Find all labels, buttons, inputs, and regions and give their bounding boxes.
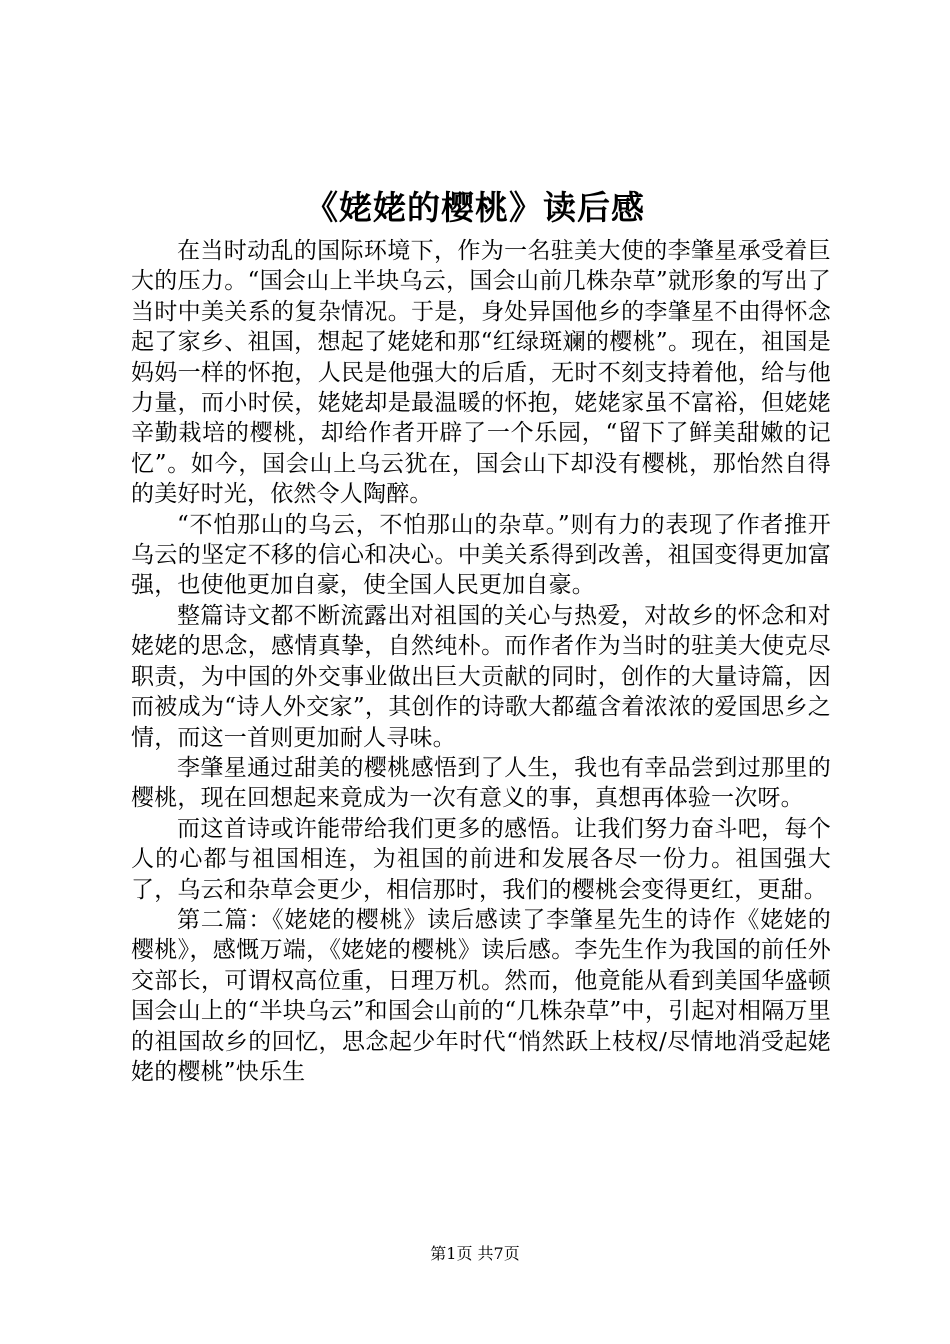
document-body	[131, 236, 831, 1087]
paragraph-5: 而这首诗或许能带给我们更多的感悟。让我们努力奋斗吧，每个人的心都与祖国相连，为祖国的前进和发展各尽一份力。祖国强大了，乌云和杂草会更少，相信那时，我们的樱桃会变得更红，更甜。	[131, 815, 831, 903]
page-number-footer: 第1页 共7页	[430, 1244, 520, 1263]
paragraph-2: “不怕那山的乌云，不怕那山的杂草。”则有力的表现了作者推开乌云的坚定不移的信心和决心。中美关系得到改善，祖国变得更加富强，也使他更加自豪，使全国人民更加自豪。	[131, 511, 831, 599]
paragraph-6: 第二篇：《姥姥的樱桃》读后感读了李肇星先生的诗作《姥姥的樱桃》，感慨万端，《姥姥的樱桃》读后感。李先生作为我国的前任外交部长，可谓权高位重，日理万机。然而，他竟能从看到美国华盛顿国会山上的“半块乌云”和国会山前的“几株杂草”中，引起对相隔万里的祖国故乡的回忆，思念起少年时代“悄然跃上枝杈/尽情地消受起姥姥的樱桃”快乐生	[131, 906, 831, 1085]
paragraph-4: 李肇星通过甜美的樱桃感悟到了人生，我也有幸品尝到过那里的樱桃，现在回想起来竟成为一次有意义的事，真想再体验一次呀。	[131, 754, 831, 812]
paragraph-1: 在当时动乱的国际环境下，作为一名驻美大使的李肇星承受着巨大的压力。“国会山上半块乌云，国会山前几株杂草”就形象的写出了当时中美关系的复杂情况。于是，身处异国他乡的李肇星不由得怀念起了家乡、祖国，想起了姥姥和那“红绿斑斓的樱桃”。现在，祖国是妈妈一样的怀抱，人民是他强大的后盾，无时不刻支持着他，给与他力量，而小时侯，姥姥却是最温暖的怀抱，姥姥家虽不富裕，但姥姥辛勤栽培的樱桃，却给作者开辟了一个乐园，“留下了鲜美甜嫩的记忆”。如今，国会山上乌云犹在，国会山下却没有樱桃，那怡然自得的美好时光，依然令人陶醉。	[131, 238, 831, 508]
document-title: 《姥姥的樱桃》读后感	[305, 188, 645, 227]
paragraph-3: 整篇诗文都不断流露出对祖国的关心与热爱，对故乡的怀念和对姥姥的思念，感情真挚，自然纯朴。而作者作为当时的驻美大使克尽职责，为中国的外交事业做出巨大贡献的同时，创作的大量诗篇，因而被成为“诗人外交家”，其创作的诗歌大都蕴含着浓浓的爱国思乡之情，而这一首则更加耐人寻味。	[131, 602, 831, 751]
